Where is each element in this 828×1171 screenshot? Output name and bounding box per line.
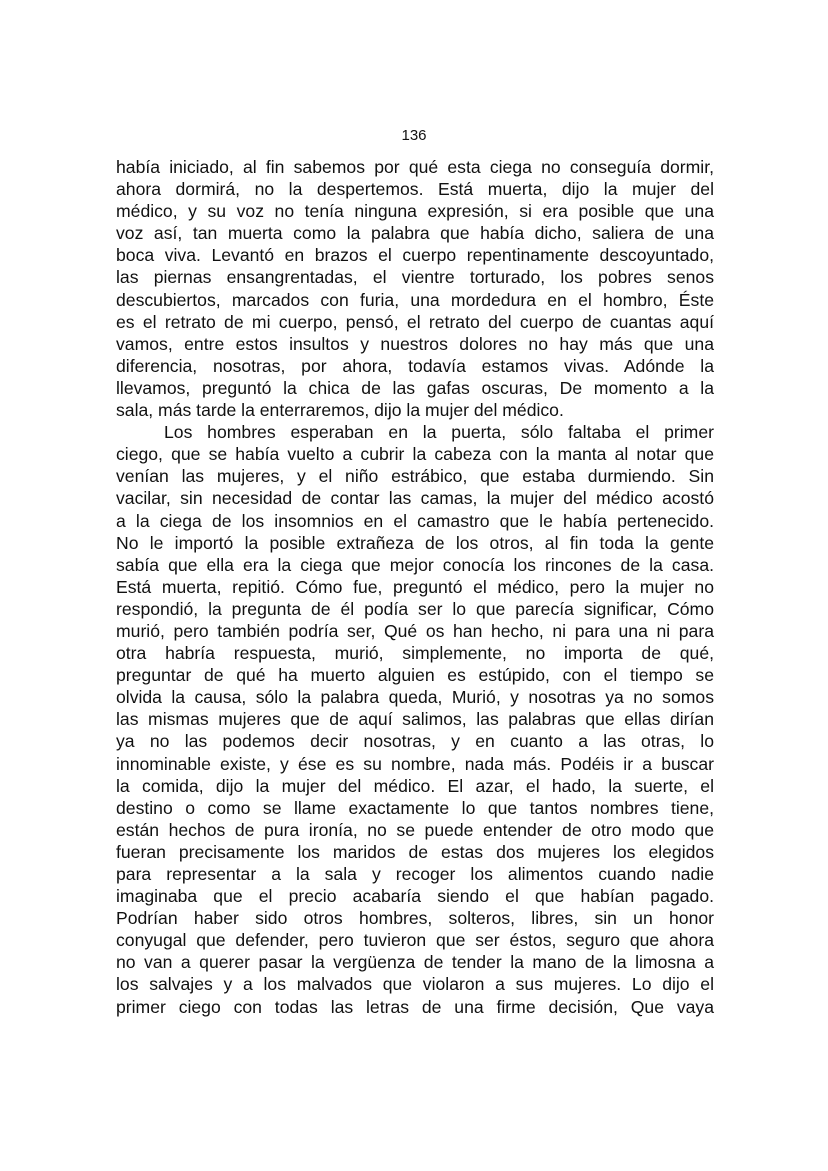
text-line: primer ciego con todas las letras de una firme decisión, Que vaya [116,996,714,1017]
text-line: las mismas mujeres que de aquí salimos, las palabras que ellas dirían [116,709,714,730]
text-line: es el retrato de mi cuerpo, pensó, el retrato del cuerpo de cuantas aquí [116,311,714,332]
text-line: Está muerta, repitió. Cómo fue, preguntó el médico, pero la mujer no [116,576,714,597]
text-line: murió, pero también podría ser, Qué os han hecho, ni para una ni para [116,620,714,641]
text-line: había iniciado, al fin sabemos por qué esta ciega no conseguía dormir, [116,157,714,177]
text-line: respondió, la pregunta de él podía ser lo que parecía significar, Cómo [116,598,714,619]
text-line: destino o como se llame exactamente lo que tantos nombres tiene, [116,797,714,818]
text-line: descubiertos, marcados con furia, una mordedura en el hombro, Éste [116,289,714,310]
text-line: No le importó la posible extrañeza de los otros, al fin toda la gente [116,532,714,553]
text-line: sabía que ella era la ciega que mejor conocía los rincones de la casa. [116,554,714,575]
text-line: preguntar de qué ha muerto alguien es estúpido, con el tiempo se [116,665,714,686]
body-text [116,156,714,1018]
text-line: Podrían haber sido otros hombres, solteros, libres, sin un honor [116,908,714,929]
page-number: 136 [401,127,427,144]
text-line: médico, y su voz no tenía ninguna expresión, si era posible que una [116,201,714,222]
text-line: están hechos de pura ironía, no se puede entender de otro modo que [116,819,714,840]
text-line: innominable existe, y ése es su nombre, nada más. Podéis ir a buscar [116,753,714,774]
text-line: ciego, que se había vuelto a cubrir la cabeza con la manta al notar que [116,444,714,465]
text-line: diferencia, nosotras, por ahora, todavía estamos vivas. Adónde la [116,355,714,376]
text-line: venían las mujeres, y el niño estrábico, que estaba durmiendo. Sin [116,466,714,487]
text-line: a la ciega de los insomnios en el camastro que le había pertenecido. [116,510,714,531]
text-line: ya no las podemos decir nosotras, y en cuanto a las otras, lo [116,731,714,752]
text-line: llevamos, preguntó la chica de las gafas oscuras, De momento a la [116,377,714,398]
text-line: boca viva. Levantó en brazos el cuerpo repentinamente descoyuntado, [116,245,714,266]
text-line: ahora dormirá, no la despertemos. Está muerta, dijo la mujer del [116,179,714,200]
text-line: no van a querer pasar la vergüenza de tender la mano de la limosna a [116,952,714,973]
text-line: vamos, entre estos insultos y nuestros dolores no hay más que una [116,333,714,354]
text-line: olvida la causa, sólo la palabra queda, Murió, y nosotras ya no somos [116,687,714,708]
text-line: vacilar, sin necesidad de contar las camas, la mujer del médico acostó [116,488,714,509]
text-line-paragraph-end: sala, más tarde la enterraremos, dijo la mujer del médico. [116,400,564,421]
text-line: los salvajes y a los malvados que violaron a sus mujeres. Lo dijo el [116,974,714,995]
text-line: otra habría respuesta, murió, simplemente, no importa de qué, [116,643,714,664]
text-line-paragraph-start: Los hombres esperaban en la puerta, sólo faltaba el primer [164,422,714,443]
text-line: las piernas ensangrentadas, el vientre torturado, los pobres senos [116,267,714,288]
text-line: la comida, dijo la mujer del médico. El azar, el hado, la suerte, el [116,775,714,796]
text-line: voz así, tan muerta como la palabra que había dicho, saliera de una [116,223,714,244]
text-line: fueran precisamente los maridos de estas dos mujeres los elegidos [116,841,714,862]
text-line: imaginaba que el precio acabaría siendo el que habían pagado. [116,886,714,907]
text-line: para representar a la sala y recoger los alimentos cuando nadie [116,864,714,884]
text-line: conyugal que defender, pero tuvieron que ser éstos, seguro que ahora [116,930,714,951]
